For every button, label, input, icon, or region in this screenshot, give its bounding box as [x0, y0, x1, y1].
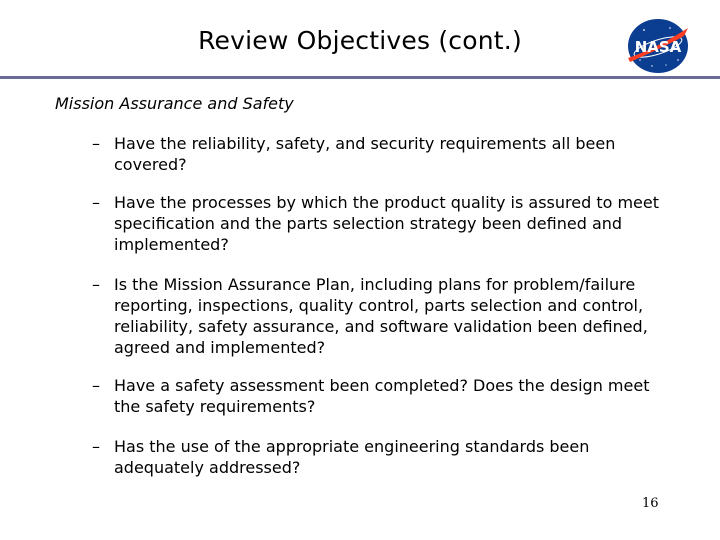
bullet-marker: –: [92, 193, 100, 212]
bullet-marker: –: [92, 134, 100, 153]
nasa-logo-text: NASA: [634, 38, 682, 56]
slide-title: Review Objectives (cont.): [198, 26, 522, 55]
bullet-text: Has the use of the appropriate engineering standards been adequately addressed?: [114, 437, 590, 477]
bullet-text: Is the Mission Assurance Plan, including plans for problem/failure reporting, inspections, quality control, parts selection and control, reliability, safety assurance, and software validation been defined, agreed and implemented?: [114, 275, 648, 357]
bullet-marker: –: [92, 437, 100, 456]
nasa-logo-icon: [622, 16, 694, 76]
bullet-text: Have the processes by which the product quality is assured to meet specification and the parts selection strategy been defined and implemented?: [114, 193, 660, 254]
title-divider: [0, 76, 720, 79]
section-heading: Mission Assurance and Safety: [55, 94, 294, 113]
page-number: 16: [642, 496, 659, 511]
bullet-marker: –: [92, 275, 100, 294]
bullet-text: Have the reliability, safety, and security requirements all been covered?: [114, 134, 616, 174]
bullet-marker: –: [92, 376, 100, 395]
bullet-text: Have a safety assessment been completed? Does the design meet the safety requirements?: [114, 376, 650, 416]
